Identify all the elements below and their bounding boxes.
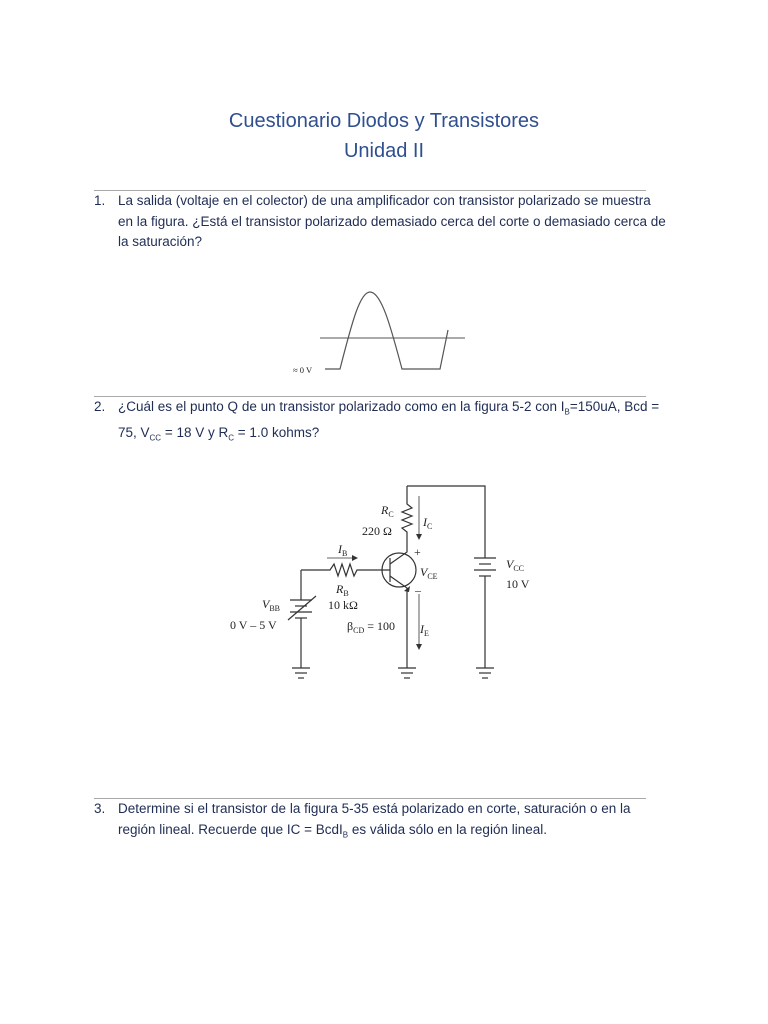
- waveform-figure: [290, 282, 490, 382]
- minus-label: –: [415, 583, 421, 597]
- document-subtitle: Unidad II: [343, 140, 425, 162]
- ground-symbol: [476, 668, 494, 678]
- ic-label: $I_C$: [423, 515, 433, 531]
- question-1: [94, 191, 669, 253]
- ground-symbol: [292, 668, 310, 678]
- ie-label: $I_E$: [420, 622, 429, 638]
- beta-label: $\beta_{CD} = 100$: [347, 619, 396, 635]
- question-number: 2.: [94, 399, 106, 414]
- rc-value: 220 Ω: [362, 524, 392, 538]
- rc-resistor: [402, 486, 412, 548]
- ground-symbol: [398, 668, 416, 678]
- transistor-circuit: [222, 478, 530, 684]
- ie-arrow: [416, 644, 422, 650]
- question-text: ¿Cuál es el punto Q de un transistor polarizado como en la figura 5-2 con $I_B=150uA$, Bcd = 75, $V_{CC} = 18$ V y $R_C = 1.0$ kohms?: [118, 399, 660, 443]
- rb-resistor: [301, 564, 390, 576]
- question-2: [94, 397, 669, 449]
- question-number: 3.: [94, 801, 106, 816]
- vcc-label: $V_{CC}$: [506, 557, 525, 573]
- ib-arrow: [352, 555, 358, 561]
- question-3: [94, 799, 669, 846]
- ib-label: $I_B$: [338, 542, 348, 558]
- waveform-trace: [325, 292, 448, 369]
- question-number: 1.: [94, 193, 106, 208]
- vbb-label: $V_{BB}$: [262, 597, 281, 613]
- baseline-label: ≈ 0 V: [293, 365, 313, 375]
- ic-arrow: [416, 534, 422, 540]
- vbb-value: 0 V – 5 V: [230, 618, 277, 632]
- question-text: Determine si el transistor de la figura 5-35 está polarizado en corte, saturación o en la región lineal. Recuerde que IC = BcdI$_B$ es válida sólo en la región lineal.: [118, 801, 631, 840]
- rc-label: $R_C$: [381, 503, 394, 519]
- vcc-value: 10 V: [506, 577, 530, 591]
- document-title: Cuestionario Diodos y Transistores: [228, 110, 540, 132]
- question-text: La salida (voltaje en el colector) de una amplificador con transistor polarizado se muestra en la figura. ¿Está el transistor polarizado demasiado cerca del corte o demasiado cerca de la saturación?: [118, 193, 666, 249]
- plus-label: +: [414, 545, 421, 559]
- vce-label: $V_{CE}$: [420, 565, 438, 581]
- rb-label: $R_B$: [336, 582, 349, 598]
- rb-value: 10 kΩ: [328, 598, 358, 612]
